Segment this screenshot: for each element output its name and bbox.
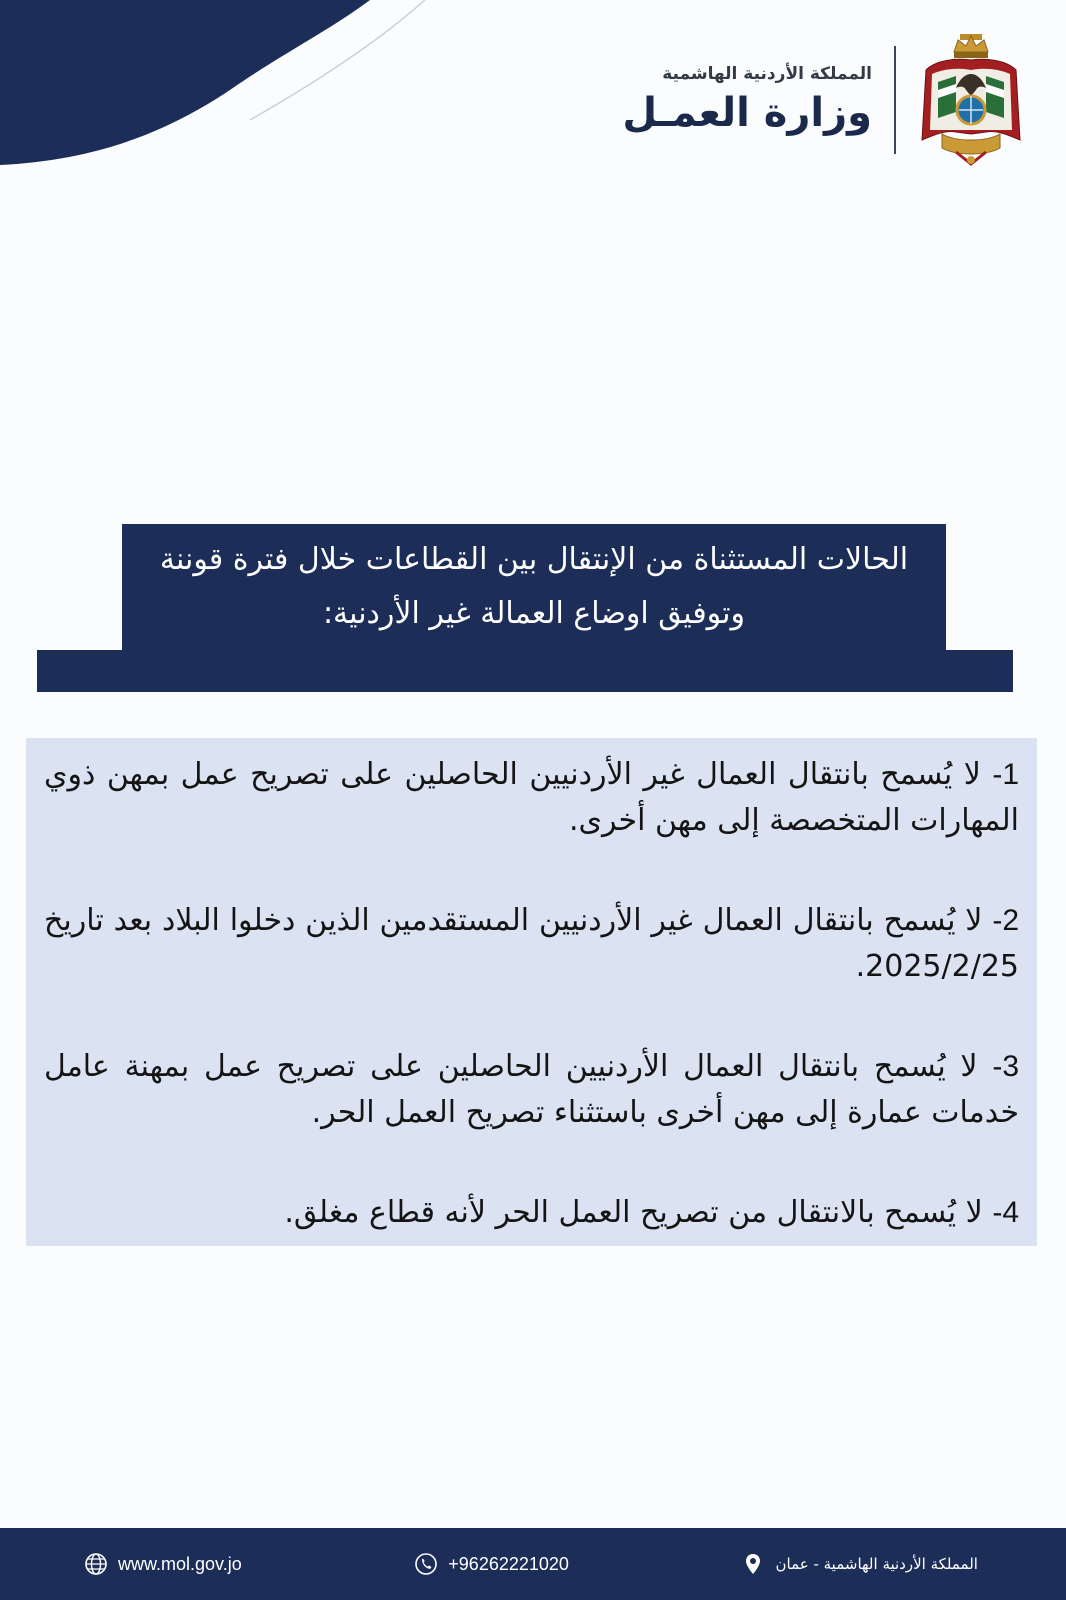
ministry-title-block bbox=[622, 64, 872, 136]
kingdom-name: المملكة الأردنية الهاشمية bbox=[662, 64, 872, 84]
phone-number[interactable]: +96262221020 bbox=[448, 1553, 569, 1574]
rule-number: 3- bbox=[992, 1050, 1019, 1083]
footer-website[interactable] bbox=[84, 1552, 242, 1576]
list-item bbox=[44, 752, 1019, 844]
header-divider bbox=[894, 46, 896, 154]
list-item bbox=[44, 1190, 1019, 1236]
footer-address bbox=[741, 1552, 978, 1576]
footer bbox=[0, 1528, 1066, 1600]
rule-number: 1- bbox=[992, 758, 1019, 791]
rule-text: لا يُسمح بالانتقال من تصريح العمل الحر لأنه قطاع مغلق. bbox=[284, 1195, 983, 1230]
location-pin-icon bbox=[741, 1552, 765, 1576]
jordan-coat-of-arms-icon bbox=[916, 30, 1026, 170]
title-underline-bar bbox=[37, 650, 1013, 692]
rules-list bbox=[26, 738, 1037, 1246]
footer-phone[interactable] bbox=[414, 1552, 569, 1576]
list-item bbox=[44, 1044, 1019, 1136]
rule-text: لا يُسمح بانتقال العمال غير الأردنيين المستقدمين الذين دخلوا البلاد بعد تاريخ 2025/2/25. bbox=[44, 903, 1019, 984]
document-title: الحالات المستثناة من الإنتقال بين القطاعات خلال فترة قوننة وتوفيق اوضاع العمالة غير الأردنية: bbox=[159, 542, 909, 631]
website-link[interactable]: www.mol.gov.jo bbox=[118, 1553, 242, 1574]
rule-number: 2- bbox=[992, 904, 1019, 937]
list-item bbox=[44, 898, 1019, 990]
header-wave-decoration bbox=[0, 0, 440, 175]
rule-number: 4- bbox=[992, 1196, 1019, 1229]
phone-icon bbox=[414, 1552, 438, 1576]
rule-text: لا يُسمح بانتقال العمال الأردنيين الحاصلين على تصريح عمل بمهنة عامل خدمات عمارة إلى مهن أخرى باستثناء تصريح العمل الحر. bbox=[44, 1049, 1019, 1130]
rule-text: لا يُسمح بانتقال العمال غير الأردنيين الحاصلين على تصريح عمل بمهن ذوي المهارات المتخصصة إلى مهن أخرى. bbox=[44, 757, 1019, 838]
title-box bbox=[122, 524, 946, 650]
address-text: المملكة الأردنية الهاشمية - عمان bbox=[775, 1555, 978, 1573]
ministry-name: وزارة العمـل bbox=[622, 90, 872, 136]
ministry-header bbox=[622, 30, 1026, 170]
globe-icon bbox=[84, 1552, 108, 1576]
